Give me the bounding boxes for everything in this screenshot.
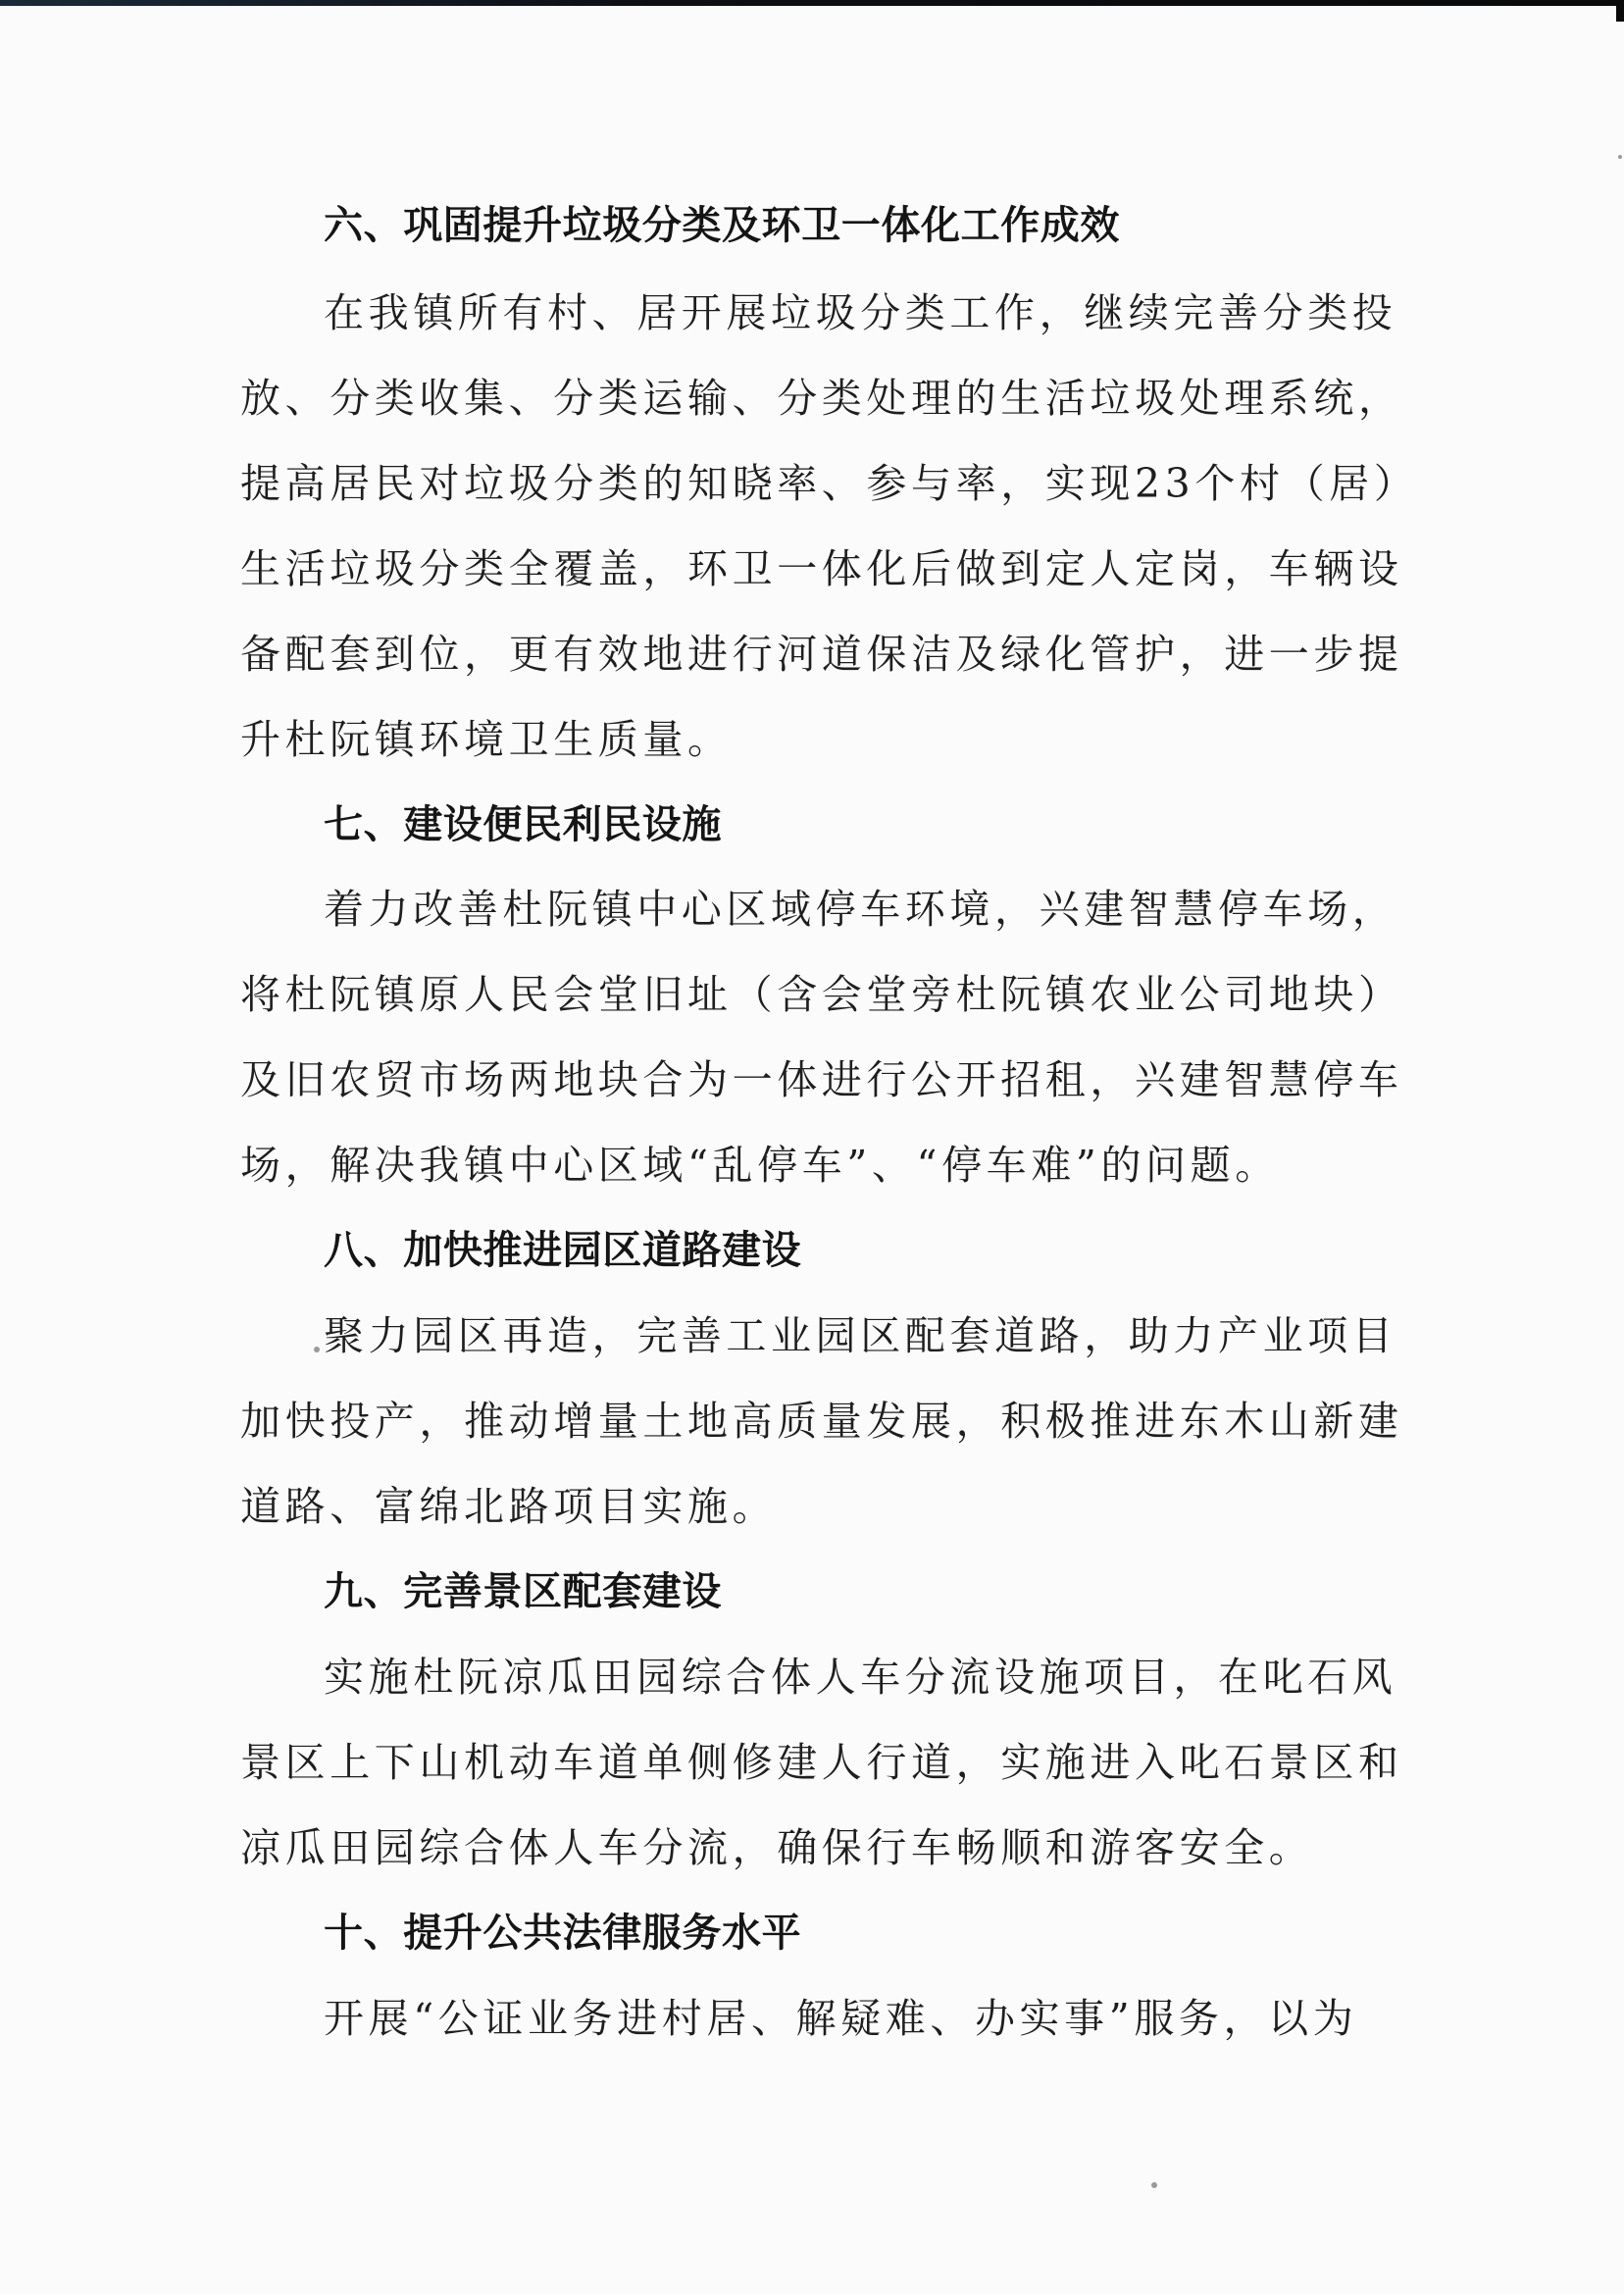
section-6-paragraph-line: 备配套到位，更有效地进行河道保洁及绿化管护，进一步提: [240, 631, 1403, 678]
section-6-heading: 六、巩固提升垃圾分类及环卫一体化工作成效: [324, 203, 1120, 248]
section-8-heading: 八、加快推进园区道路建设: [324, 1228, 802, 1273]
section-9-paragraph-line: 实施杜阮凉瓜田园综合体人车分流设施项目，在叱石风: [324, 1654, 1397, 1701]
section-10-heading: 十、提升公共法律服务水平: [324, 1911, 802, 1956]
scan-speck: [1618, 155, 1622, 159]
scan-edge-top: [0, 0, 1624, 6]
section-9-heading: 九、完善景区配套建设: [324, 1569, 722, 1614]
scan-edge-right: [1616, 0, 1624, 22]
section-7-paragraph-line: 着力改善杜阮镇中心区域停车环境，兴建智慧停车场，: [324, 886, 1397, 933]
section-6-paragraph-line: 生活垃圾分类全覆盖，环卫一体化后做到定人定岗，车辆设: [240, 545, 1403, 592]
section-8-paragraph-line: 加快投产，推动增量土地高质量发展，积极推进东木山新建: [240, 1398, 1403, 1445]
section-7-paragraph-line: 及旧农贸市场两地块合为一体进行公开招租，兴建智慧停车: [240, 1056, 1403, 1103]
section-7-paragraph-line: 将杜阮镇原人民会堂旧址（含会堂旁杜阮镇农业公司地块）: [240, 971, 1403, 1018]
section-8-paragraph-line: 道路、富绵北路项目实施。: [240, 1483, 778, 1530]
section-7-paragraph-line: 场，解决我镇中心区域“乱停车”、“停车难”的问题。: [240, 1142, 1280, 1189]
section-9-paragraph-line: 景区上下山机动车道单侧修建人行道，实施进入叱石景区和: [240, 1739, 1403, 1786]
section-8-paragraph-line: 聚力园区再造，完善工业园区配套道路，助力产业项目: [324, 1312, 1397, 1359]
section-6-paragraph-line: 放、分类收集、分类运输、分类处理的生活垃圾处理系统，: [240, 375, 1403, 422]
section-6-paragraph-line: 升杜阮镇环境卫生质量。: [240, 716, 733, 763]
section-6-paragraph-line: 在我镇所有村、居开展垃圾分类工作，继续完善分类投: [324, 289, 1397, 336]
section-9-paragraph-line: 凉瓜田园综合体人车分流，确保行车畅顺和游客安全。: [240, 1824, 1314, 1871]
scan-speck: [1151, 2182, 1157, 2188]
section-10-paragraph-line: 开展“公证业务进村居、解疑难、办实事”服务，以为: [324, 1995, 1358, 2042]
section-6-paragraph-line: 提高居民对垃圾分类的知晓率、参与率，实现23个村（居）: [240, 460, 1419, 507]
scan-speck: [314, 1347, 320, 1352]
section-7-heading: 七、建设便民利民设施: [324, 802, 722, 847]
